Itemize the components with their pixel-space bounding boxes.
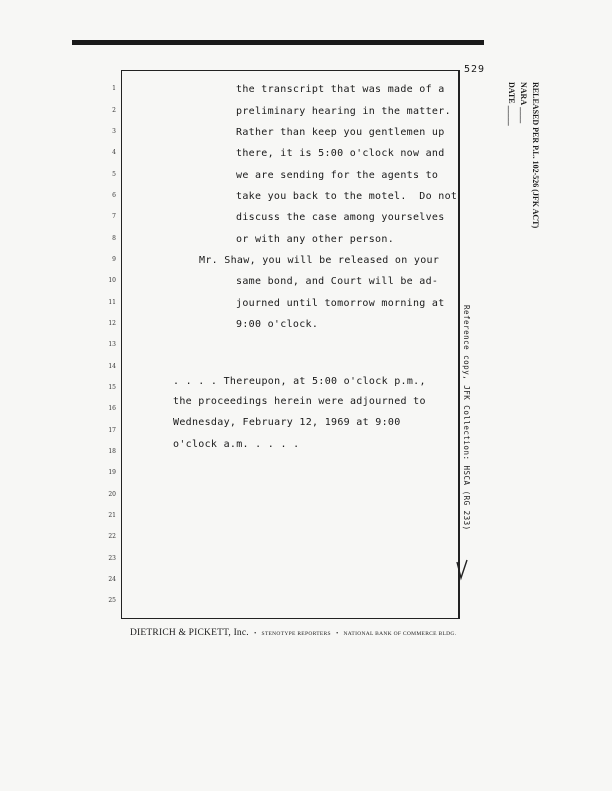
transcript-line: same bond, and Court will be ad- (236, 276, 439, 287)
transcript-line: Wednesday, February 12, 1969 at 9:00 (173, 417, 401, 428)
line-number: 5 (112, 171, 116, 178)
line-number: 9 (112, 256, 116, 263)
transcript-line: we are sending for the agents to (236, 170, 439, 181)
transcript-line: o'clock a.m. . . . . (173, 439, 300, 450)
page-number: 529 (464, 64, 486, 75)
release-stamp-line (517, 82, 529, 228)
line-number: 16 (108, 405, 116, 412)
line-number: 24 (108, 576, 116, 583)
line-number: 3 (112, 128, 116, 135)
line-number: 13 (108, 341, 116, 348)
transcript-line: take you back to the motel. Do not (236, 191, 458, 202)
line-number: 2 (112, 107, 116, 114)
line-number: 7 (112, 213, 116, 220)
line-number: 22 (108, 533, 116, 540)
line-number: 11 (108, 299, 116, 306)
bank-building-label: NATIONAL BANK OF COMMERCE BLDG. (343, 631, 457, 637)
release-stamp (505, 82, 541, 228)
line-number: 17 (108, 427, 116, 434)
transcript-line: . . . . Thereupon, at 5:00 o'clock p.m., (173, 376, 426, 387)
transcript-line: 9:00 o'clock. (236, 319, 319, 330)
reference-copy-note: Reference copy, JFK Collection: HSCA (RG 233) (462, 305, 471, 531)
transcript-line: journed until tomorrow morning at (236, 298, 445, 309)
top-rule (72, 40, 484, 45)
release-stamp-line (505, 82, 517, 228)
footer-bullet: • (254, 631, 257, 637)
release-stamp-line: RELEASED PER P.L. 102-526 (JFK ACT) (531, 82, 540, 229)
check-mark-icon (455, 558, 469, 582)
line-number: 12 (108, 320, 116, 327)
transcript-line: the proceedings herein were adjourned to (173, 396, 426, 407)
line-number: 6 (112, 192, 116, 199)
transcript-line: Mr. Shaw, you will be released on your (199, 255, 440, 266)
release-stamp-nara: NARA (519, 82, 528, 106)
reporting-firm: DIETRICH & PICKETT, Inc. (130, 628, 249, 638)
transcript-line: preliminary hearing in the matter. (236, 106, 451, 117)
line-number: 4 (112, 149, 116, 156)
reporter-footer (130, 627, 470, 638)
reporters-label: STENOTYPE REPORTERS (261, 631, 331, 637)
transcript-line: the transcript that was made of a (236, 84, 445, 95)
line-number: 21 (108, 512, 116, 519)
footer-bullet: • (336, 631, 339, 637)
line-number: 14 (108, 363, 116, 370)
line-number: 20 (108, 491, 116, 498)
line-number: 10 (108, 277, 116, 284)
handwritten-initials: ____ (519, 107, 528, 124)
line-number: 19 (108, 469, 116, 476)
transcript-line: Rather than keep you gentlemen up (236, 127, 445, 138)
line-number: 1 (112, 85, 116, 92)
transcript-line: discuss the case among yourselves (236, 212, 445, 223)
release-stamp-date: DATE (507, 82, 516, 104)
transcript-line: there, it is 5:00 o'clock now and (236, 148, 445, 159)
transcript-line: or with any other person. (236, 234, 395, 245)
handwritten-date: _____ (507, 105, 516, 126)
line-number: 18 (108, 448, 116, 455)
line-number: 25 (108, 597, 116, 604)
line-number: 23 (108, 555, 116, 562)
line-number: 8 (112, 235, 116, 242)
line-number: 15 (108, 384, 116, 391)
